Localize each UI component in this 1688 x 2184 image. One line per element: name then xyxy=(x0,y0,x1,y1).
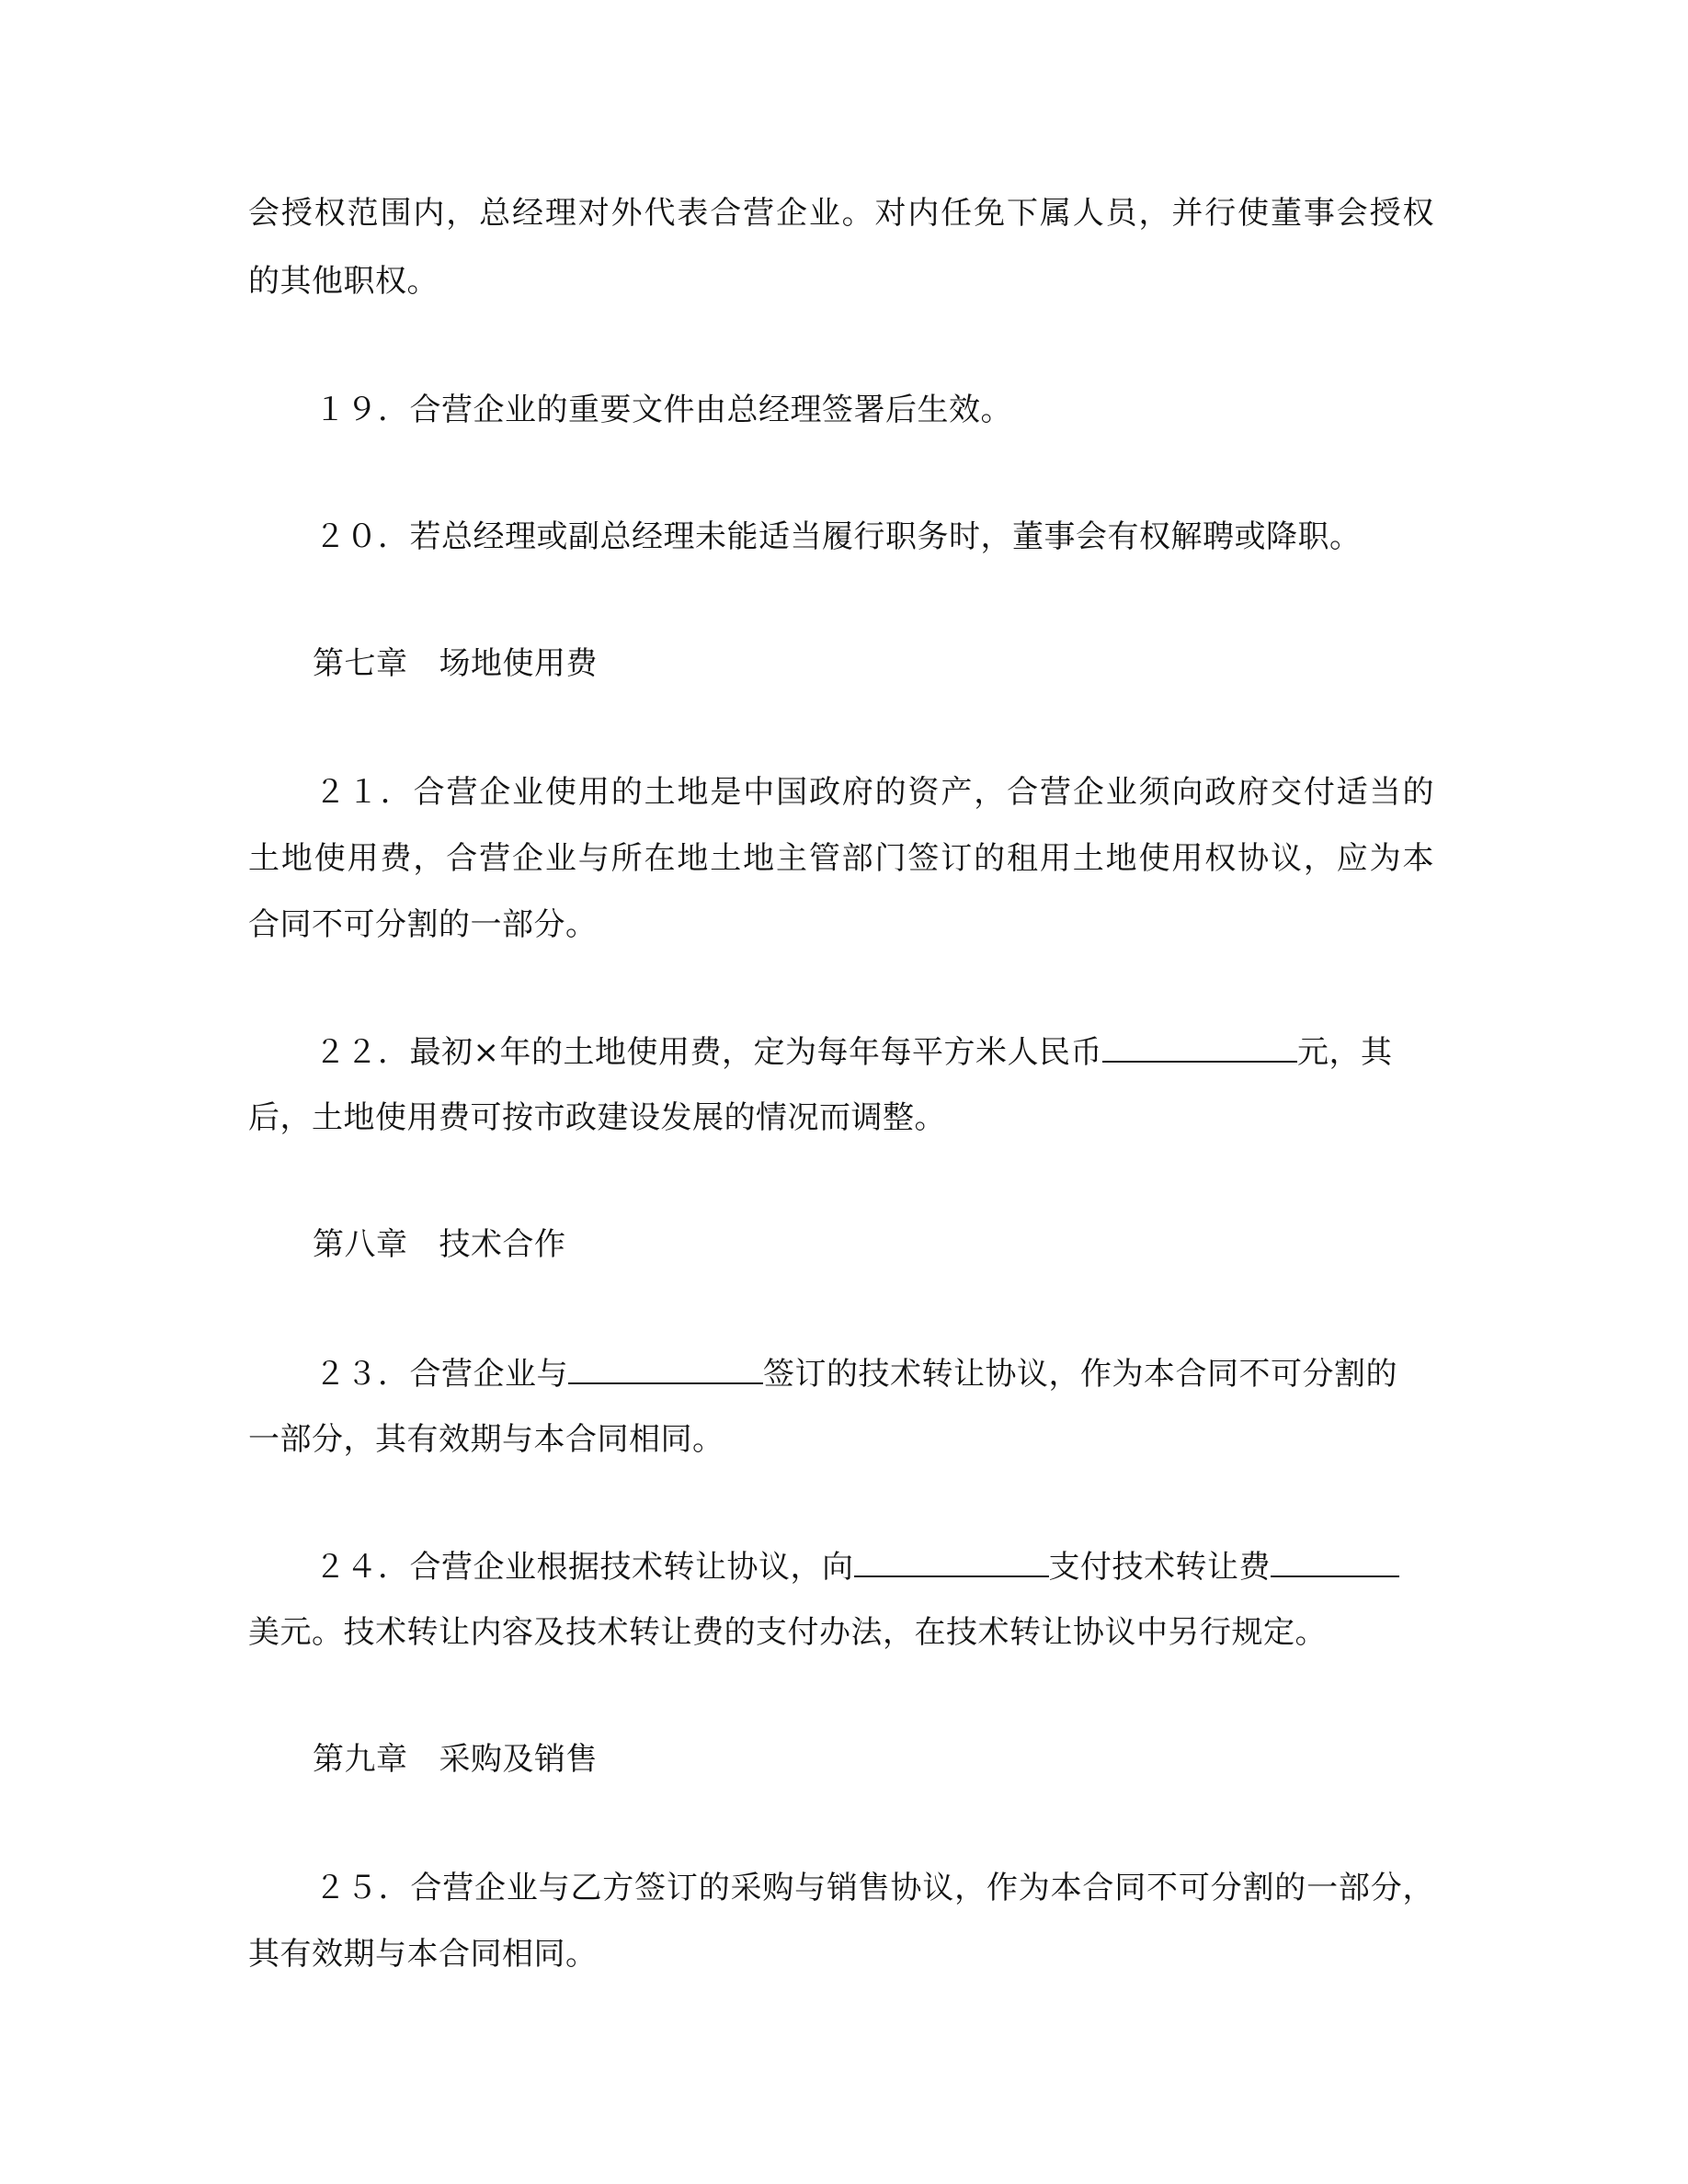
article-23-line-2: 一部分，其有效期与本合同相同。 xyxy=(248,1421,724,1458)
intro-line-1: 会授权范围内，总经理对外代表合营企业。对内任免下属人员，并行使董事会授权 xyxy=(248,195,1434,232)
article-19: １９．合营企业的重要文件由总经理签署后生效。 xyxy=(314,392,1012,428)
article-22-line-2: 后，土地使用费可按市政建设发展的情况而调整。 xyxy=(248,1099,946,1136)
chapter-7-number: 第七章 xyxy=(313,645,408,682)
chapter-8-title: 技术合作 xyxy=(439,1226,566,1263)
article-21-line-1: ２１．合营企业使用的土地是中国政府的资产，合营企业须向政府交付适当的 xyxy=(314,774,1434,811)
chapter-8-heading xyxy=(313,1226,1499,1263)
fee-recipient-blank xyxy=(854,1548,1049,1577)
article-23-text-b: 签订的技术转让协议，作为本合同不可分割的 xyxy=(763,1356,1397,1393)
technology-party-blank xyxy=(568,1355,763,1384)
article-24-line-2: 美元。技术转让内容及技术转让费的支付办法，在技术转让协议中另行规定。 xyxy=(248,1614,1327,1651)
article-22-text-a: ２２．最初×年的土地使用费，定为每年每平方米人民币 xyxy=(314,1034,1102,1071)
article-22-line-1 xyxy=(314,1033,1434,1070)
chapter-7-title: 场地使用费 xyxy=(439,645,598,682)
article-21-line-2: 土地使用费，合营企业与所在地土地主管部门签订的租用土地使用权协议，应为本 xyxy=(248,840,1434,877)
chapter-9-heading xyxy=(313,1741,1499,1778)
article-25-line-2: 其有效期与本合同相同。 xyxy=(248,1936,598,1973)
chapter-9-title: 采购及销售 xyxy=(439,1741,598,1778)
article-24-line-1 xyxy=(314,1548,1434,1585)
chapter-9-number: 第九章 xyxy=(313,1741,408,1778)
article-25-line-1: ２５．合营企业与乙方签订的采购与销售协议，作为本合同不可分割的一部分， xyxy=(314,1870,1434,1906)
intro-line-2: 的其他职权。 xyxy=(248,263,439,300)
article-21-line-3: 合同不可分割的一部分。 xyxy=(248,906,598,943)
article-24-text-a: ２４．合营企业根据技术转让协议，向 xyxy=(314,1549,854,1586)
article-22-text-b: 元，其 xyxy=(1297,1034,1393,1071)
article-23-text-a: ２３．合营企业与 xyxy=(314,1356,568,1393)
land-fee-amount-blank xyxy=(1102,1033,1297,1063)
chapter-8-number: 第八章 xyxy=(313,1226,408,1263)
article-20: ２０．若总经理或副总经理未能适当履行职务时，董事会有权解聘或降职。 xyxy=(314,518,1362,555)
chapter-7-heading xyxy=(313,645,1499,682)
article-24-text-b: 支付技术转让费 xyxy=(1048,1549,1271,1586)
transfer-fee-amount-blank xyxy=(1271,1548,1399,1577)
article-23-line-1 xyxy=(314,1355,1434,1392)
